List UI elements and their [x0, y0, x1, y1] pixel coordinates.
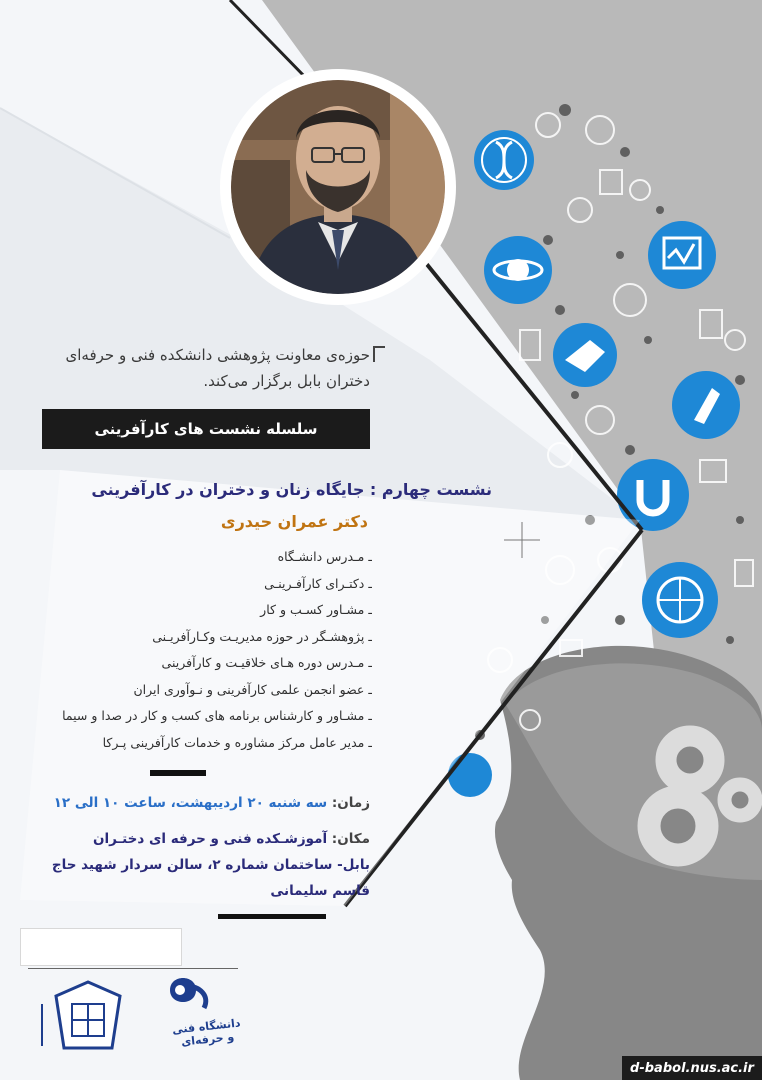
speaker-bio-list — [30, 544, 372, 756]
intro-bracket — [373, 346, 385, 362]
bio-item: ـ عضو انجمن علمی کارآفرینی و نـوآوری ایران — [133, 681, 372, 697]
time-row — [40, 795, 370, 811]
bio-item: ـ دکتـرای کارآفـرینـی — [264, 575, 372, 591]
bio-item: ـ پژوهشـگر در حوزه مدیریـت وکـارآفریـنی — [152, 628, 372, 644]
footer-rule — [28, 968, 238, 969]
university-logo — [170, 978, 206, 1008]
time-label: زمان: — [331, 795, 370, 811]
series-title: سلسله نشست های کارآفرینی — [94, 420, 318, 438]
blank-box — [20, 928, 182, 966]
bio-item: ـ مشـاور و کارشناس برنامه های کسب و کار در صدا و سیما — [62, 708, 372, 723]
place-block — [40, 826, 370, 904]
bio-item: ـ مشـاور کسـب و کار — [260, 602, 372, 617]
time-value: سه شنبه ۲۰ اردیبهشت، ساعت ۱۰ الی ۱۲ — [53, 795, 328, 811]
place-line-1 — [40, 826, 370, 852]
place-divider — [218, 914, 326, 919]
intro-text: حوزه‌ی معاونت پژوهشی دانشکده فنی و حرفه‌ای دختران بابل برگزار می‌کند. — [65, 346, 370, 390]
session-title: نشست چهارم : جایگاه زنان و دختران در کارآفرینی — [91, 480, 492, 499]
speaker-name: دکتر عمران حیدری — [220, 512, 368, 531]
series-title-bar — [42, 409, 370, 449]
place-value-1: آموزشـکده فنی و حرفه ای دختـران — [92, 831, 328, 847]
bio-item: ـ مـدرس دوره هـای خلاقیـت و کارآفرینی — [161, 655, 372, 670]
place-value-2: بابل- ساختمان شماره ۲، سالن سردار شهید حاج — [51, 857, 370, 873]
university-caption: دانشگاه فنی و حرفه‌ای — [171, 1016, 242, 1049]
footer-domain-tag — [622, 1056, 762, 1080]
bio-item: ـ مـدرس دانشـگاه — [277, 549, 372, 564]
academy-logo — [42, 982, 120, 1048]
bio-divider — [150, 770, 206, 776]
place-label: مکان: — [331, 831, 370, 847]
bio-item: ـ مدیر عامل مرکز مشاوره و خدمات کارآفرینی پـرکا — [102, 734, 372, 750]
footer-domain: d-babol.nus.ac.ir — [630, 1060, 754, 1076]
place-value-3: قاسم سلیمانی — [270, 883, 370, 899]
